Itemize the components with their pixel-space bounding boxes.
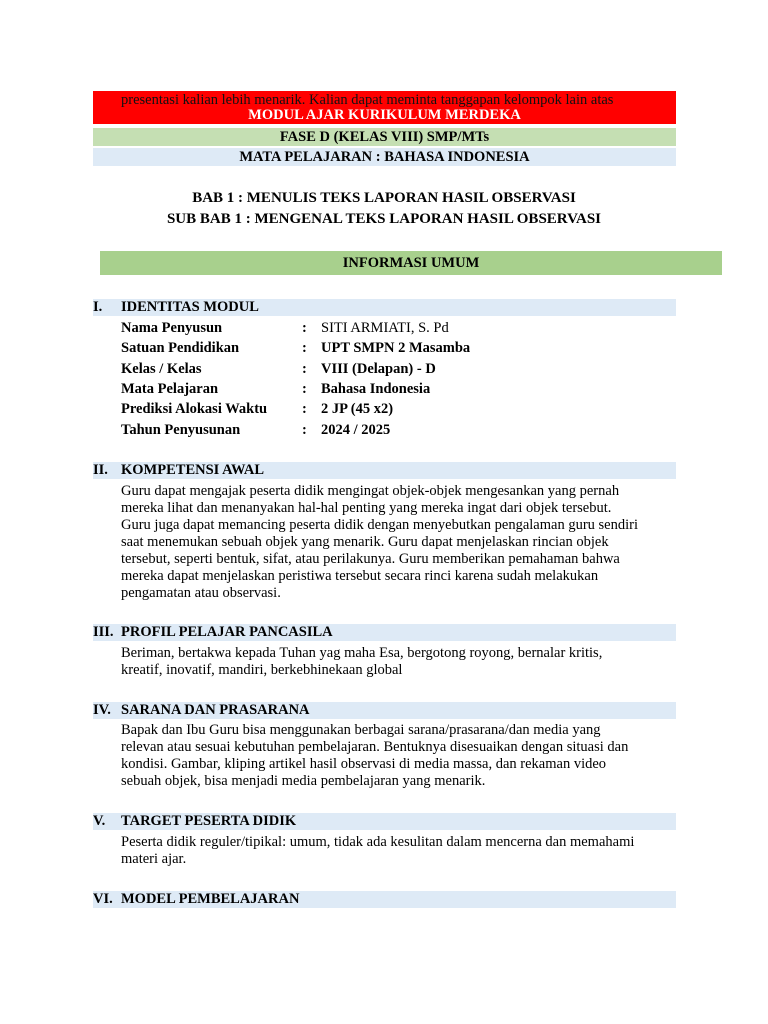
section-number: VI. [93,891,113,907]
general-info-heading: INFORMASI UMUM [100,251,722,275]
paragraph-line: pengamatan atau observasi. [121,585,281,601]
identity-label: Satuan Pendidikan [121,340,240,356]
paragraph-line: tersebut, seperti bentuk, sifat, atau perilakunya. Guru memberikan pemahaman bahwa [121,551,620,567]
section-number: IV. [93,702,111,718]
section-number: I. [93,299,103,315]
identity-label: Kelas / Kelas [121,361,202,377]
identity-row [121,379,681,399]
paragraph-line: saat menemukan sebuah objek yang menarik. Guru dapat menjelaskan rincian objek [121,534,609,550]
paragraph-line: mereka dapat menjelaskan peristiwa tersebut secara rinci karena sudah melakukan [121,568,599,584]
identity-colon: : [302,361,307,377]
identity-colon: : [302,422,307,438]
paragraph-line: materi ajar. [121,851,187,867]
chapter-title: BAB 1 : MENULIS TEKS LAPORAN HASIL OBSERVASI [192,190,576,206]
identity-colon: : [302,340,307,356]
paragraph-line: kreatif, inovatif, mandiri, berkebhinekaan global [121,662,403,678]
subject-bar: MATA PELAJARAN : BAHASA INDONESIA [93,148,676,166]
paragraph-line: kondisi. Gambar, kliping artikel hasil observasi di media massa, dan rekaman video [121,756,607,772]
identity-row [121,399,681,419]
section-number: III. [93,624,114,640]
paragraph-line: Guru dapat mengajak peserta didik mengingat objek-objek mengesankan yang pernah [121,483,620,499]
paragraph-line: sebuah objek, bisa menjadi media pembelajaran yang menarik. [121,773,486,789]
sarana-paragraph [121,722,676,790]
section-title: KOMPETENSI AWAL [121,462,265,478]
phase-bar: FASE D (KELAS VIII) SMP/MTs [93,128,676,146]
section-heading-sarana [93,702,676,719]
section-heading-identitas [93,299,676,316]
section-heading-target [93,813,676,830]
section-title: MODEL PEMBELAJARAN [121,891,300,907]
section-title: IDENTITAS MODUL [121,299,259,315]
identity-value: 2 JP (45 x2) [321,401,394,417]
identity-row [121,338,681,358]
identity-label: Prediksi Alokasi Waktu [121,401,268,417]
section-number: II. [93,462,108,478]
section-heading-profil [93,624,676,641]
identity-value: Bahasa Indonesia [321,381,431,397]
overlapping-text-line: presentasi kalian lebih menarik. Kalian dapat meminta tanggapan kelompok lain atas [121,92,614,108]
paragraph-line: Beriman, bertakwa kepada Tuhan yag maha Esa, bergotong royong, bernalar kritis, [121,645,603,661]
module-title-banner [93,91,676,124]
paragraph-line: Bapak dan Ibu Guru bisa menggunakan berbagai sarana/prasarana/dan media yang [121,722,601,738]
target-paragraph [121,834,676,868]
identity-value: UPT SMPN 2 Masamba [321,340,471,356]
section-heading-model [93,891,676,908]
section-title: TARGET PESERTA DIDIK [121,813,297,829]
identity-label: Tahun Penyusunan [121,422,241,438]
paragraph-line: Guru juga dapat memancing peserta didik dengan menyebutkan pengalaman guru sendiri [121,517,639,533]
paragraph-line: Peserta didik reguler/tipikal: umum, tidak ada kesulitan dalam mencerna dan memahami [121,834,635,850]
identity-row [121,420,681,440]
module-title: MODUL AJAR KURIKULUM MERDEKA [248,107,521,123]
paragraph-line: relevan atau sesuai kebutuhan pembelajaran. Bentuknya disesuaikan dengan situasi dan [121,739,629,755]
section-number: V. [93,813,106,829]
identity-label: Nama Penyusun [121,320,223,336]
identity-value: SITI ARMIATI, S. Pd [321,320,449,336]
identity-colon: : [302,320,307,336]
identity-value: VIII (Delapan) - D [321,361,436,377]
sub-chapter-title: SUB BAB 1 : MENGENAL TEKS LAPORAN HASIL OBSERVASI [166,211,602,227]
identity-row [121,359,681,379]
identity-value: 2024 / 2025 [321,422,391,438]
section-heading-kompetensi [93,462,676,479]
identity-colon: : [302,381,307,397]
section-title: SARANA DAN PRASARANA [121,702,310,718]
section-title: PROFIL PELAJAR PANCASILA [121,624,333,640]
identity-row [121,318,681,338]
profil-paragraph [121,645,676,679]
kompetensi-paragraph [121,483,676,602]
identity-colon: : [302,401,307,417]
paragraph-line: mereka lihat dan menanyakan hal-hal penting yang mereka ingat dari objek tersebut. [121,500,612,516]
identity-label: Mata Pelajaran [121,381,219,397]
